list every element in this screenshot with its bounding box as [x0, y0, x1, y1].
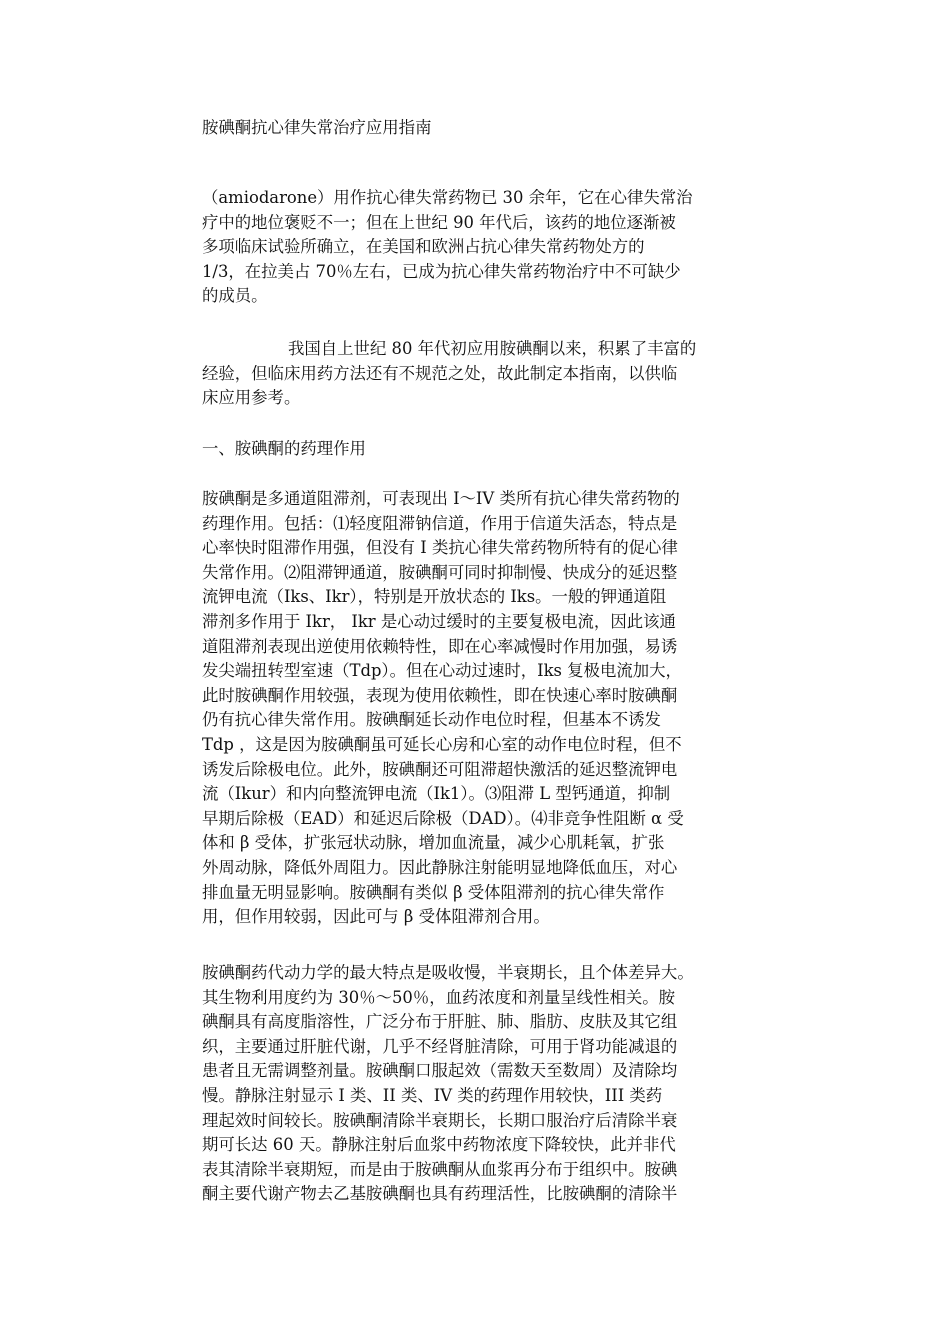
text-line: 我国自上世纪 80 年代初应用胺碘酮以来，积累了丰富的: [288, 339, 697, 358]
text-line: 发尖端扭转型室速（Tdp）。但在心动过速时，Iks 复极电流加大，: [202, 661, 682, 681]
text-line: 疗中的地位褒贬不一；但在上世纪 90 年代后，该药的地位逐渐被: [202, 212, 676, 232]
section-heading: [202, 437, 366, 462]
text-line: 经验，但临床用药方法还有不规范之处，故此制定本指南，以供临: [202, 363, 678, 383]
text-line: 胺碘酮药代动力学的最大特点是吸收慢，半衰期长，且个体差异大。: [202, 963, 694, 982]
document-title: 胺碘酮抗心律失常治疗应用指南: [202, 118, 432, 137]
text-line: 药理作用。包括：⑴轻度阻滞钠信道，作用于信道失活态，特点是: [202, 513, 678, 533]
text-line: 碘酮具有高度脂溶性，广泛分布于肝脏、肺、脂肪、皮肤及其它组: [202, 1012, 678, 1032]
text-line: 心率快时阻滞作用强，但没有 I 类抗心律失常药物所特有的促心律: [202, 538, 678, 558]
text-line: 流钾电流（Iks、Ikr），特别是开放状态的 Iks。一般的钾通道阻: [202, 587, 667, 607]
text-line: 期可长达 60 天。静脉注射后血浆中药物浓度下降较快，此并非代: [202, 1135, 676, 1155]
text-line: 诱发后除极电位。此外，胺碘酮还可阻滞超快激活的延迟整流钾电: [202, 759, 678, 779]
text-line: 多项临床试验所确立，在美国和欧洲占抗心律失常药物处方的: [202, 237, 645, 257]
text-line: 织，主要通过肝脏代谢，几乎不经肾脏清除，可用于肾功能减退的: [202, 1036, 678, 1056]
text-line: 慢。静脉注射显示 I 类、II 类、IV 类的药理作用较快，III 类药: [202, 1085, 663, 1105]
text-line: 失常作用。⑵阻滞钾通道，胺碘酮可同时抑制慢、快成分的延迟整: [202, 562, 678, 582]
text-line: 患者且无需调整剂量。胺碘酮口服起效（需数天至数周）及清除均: [202, 1061, 678, 1081]
text-line: 的成员。: [202, 286, 268, 306]
text-line: （amiodarone）用作抗心律失常药物已 30 余年，它在心律失常治: [202, 188, 693, 207]
text-line: 流（Ikur）和内向整流钾电流（Ik1）。⑶阻滞 L 型钙通道，抑制: [202, 784, 671, 804]
text-line: 其生物利用度约为 30％～50％，血药浓度和剂量呈线性相关。胺: [202, 987, 676, 1007]
domestic-paragraph: [202, 337, 696, 411]
text-line: 道阻滞剂表现出逆使用依赖特性，即在心率减慢时作用加强，易诱: [202, 636, 678, 656]
pharmacology-paragraph: [202, 487, 684, 930]
text-line: 排血量无明显影响。胺碘酮有类似 β 受体阻滞剂的抗心律失常作: [202, 882, 665, 902]
text-line: 仍有抗心律失常作用。胺碘酮延长动作电位时程，但基本不诱发: [202, 710, 661, 730]
text-line: 床应用参考。: [202, 388, 301, 408]
text-line: 表其清除半衰期短，而是由于胺碘酮从血浆再分布于组织中。胺碘: [202, 1159, 678, 1179]
text-line: 滞剂多作用于 Ikr， Ikr 是心动过缓时的主要复极电流，因此该通: [202, 611, 676, 631]
text-line: 此时胺碘酮作用较强，表现为使用依赖性，即在快速心率时胺碘酮: [202, 685, 678, 705]
pharmacokinetics-paragraph: [202, 961, 694, 1207]
intro-paragraph: [202, 186, 693, 309]
text-line: 外周动脉，降低外周阻力。因此静脉注射能明显地降低血压，对心: [202, 857, 678, 877]
text-line: 胺碘酮是多通道阻滞剂，可表现出 I～IV 类所有抗心律失常药物的: [202, 489, 680, 508]
text-line: Tdp ，这是因为胺碘酮虽可延长心房和心室的动作电位时程，但不: [202, 734, 682, 754]
text-line: 理起效时间较长。胺碘酮清除半衰期长，长期口服治疗后清除半衰: [202, 1110, 678, 1130]
text-line: 1/3，在拉美占 70％左右，已成为抗心律失常药物治疗中不可缺少: [202, 261, 681, 281]
text-line: 用，但作用较弱，因此可与 β 受体阻滞剂合用。: [202, 907, 550, 927]
text-line: 酮主要代谢产物去乙基胺碘酮也具有药理活性，比胺碘酮的清除半: [202, 1184, 678, 1204]
text-line: 早期后除极（EAD）和延迟后除极（DAD）。⑷非竞争性阻断 α 受: [202, 808, 684, 828]
section-heading-text: 一、胺碘酮的药理作用: [202, 439, 366, 458]
text-line: 体和 β 受体，扩张冠状动脉，增加血流量，减少心肌耗氧，扩张: [202, 833, 665, 853]
